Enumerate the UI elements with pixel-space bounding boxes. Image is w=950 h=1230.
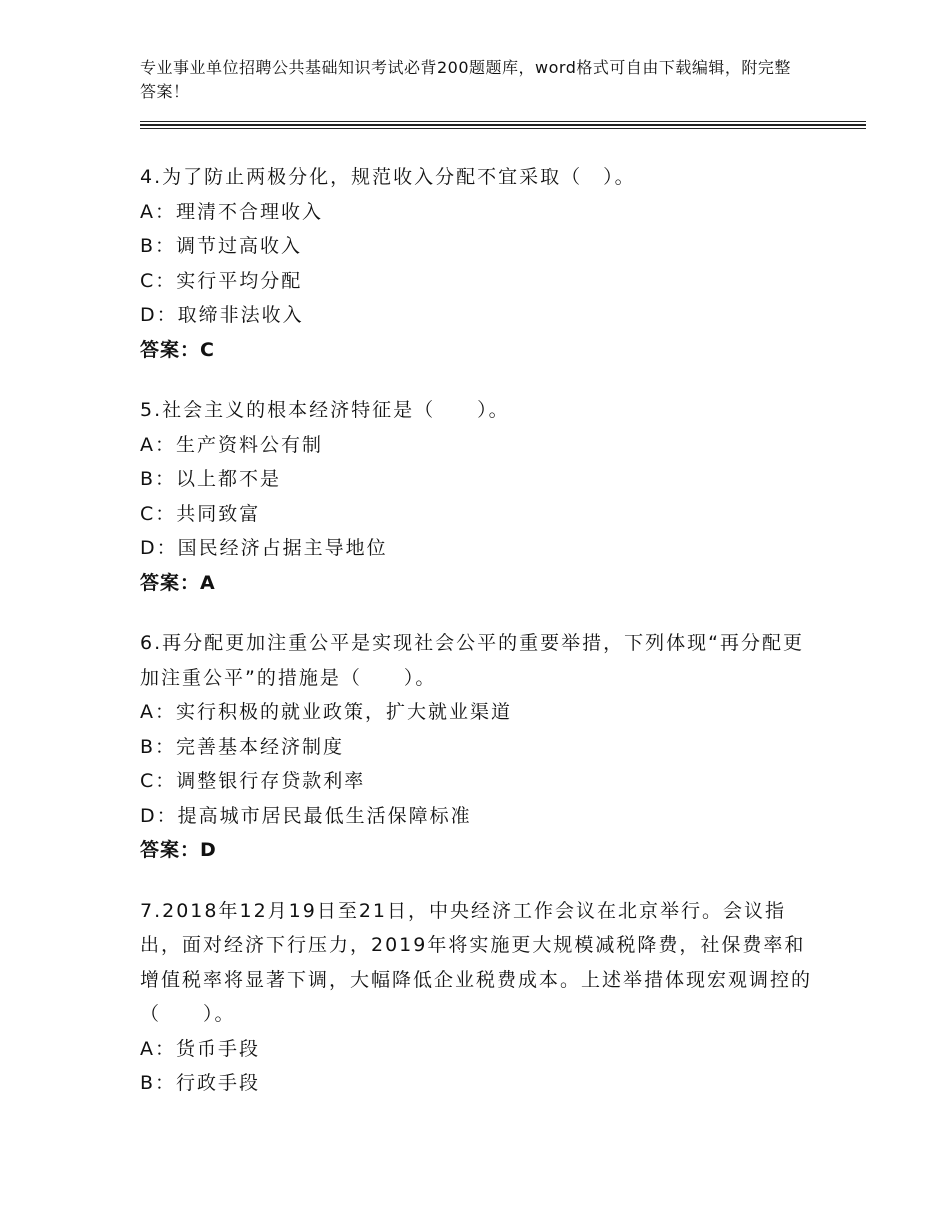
option-a: A：实行积极的就业政策，扩大就业渠道 — [140, 701, 512, 723]
question-stem: 4.为了防止两极分化，规范收入分配不宜采取（ ）。 — [140, 166, 636, 188]
option-d: D：提高城市居民最低生活保障标准 — [140, 804, 472, 827]
answer-line: 答案：D — [140, 839, 217, 861]
option-b: B：完善基本经济制度 — [140, 735, 345, 758]
option-b: B：以上都不是 — [140, 468, 282, 490]
option-b: B：行政手段 — [140, 1072, 261, 1094]
option-c: C：调整银行存贷款利率 — [140, 770, 366, 792]
option-c: C：实行平均分配 — [140, 269, 303, 292]
option-a: A：生产资料公有制 — [140, 433, 323, 456]
option-b: B：调节过高收入 — [140, 235, 303, 257]
option-c: C：共同致富 — [140, 502, 261, 525]
option-a: A：货币手段 — [140, 1037, 260, 1060]
question-item — [140, 894, 820, 1101]
question-stem: 7.2018年12月19日至21日，中央经济工作会议在北京举行。会议指出，面对经济下行压力，2019年将实施更大规模减税降费，社保费率和增值税率将显著下调，大幅降低企业税费成本。上述举措体现宏观调控的（ ）。 — [140, 899, 813, 1025]
header-divider-line — [140, 124, 866, 126]
option-d: D：国民经济占据主导地位 — [140, 537, 388, 559]
answer-line: 答案：C — [140, 338, 215, 361]
answer-line: 答案：A — [140, 571, 216, 594]
question-list — [140, 160, 820, 1127]
question-item — [140, 626, 820, 868]
header-divider-line — [140, 128, 866, 129]
header-divider-line — [140, 121, 866, 122]
question-item — [140, 393, 820, 600]
document-header: 专业事业单位招聘公共基础知识考试必背200题题库，word格式可自由下载编辑，附完整答案！ — [140, 58, 791, 101]
question-stem: 6.再分配更加注重公平是实现社会公平的重要举措，下列体现“再分配更加注重公平”的措施是（ ）。 — [140, 632, 804, 689]
option-a: A：理清不合理收入 — [140, 200, 323, 223]
question-stem: 5.社会主义的根本经济特征是（ ）。 — [140, 399, 510, 421]
option-d: D：取缔非法收入 — [140, 304, 304, 326]
question-item — [140, 160, 820, 367]
